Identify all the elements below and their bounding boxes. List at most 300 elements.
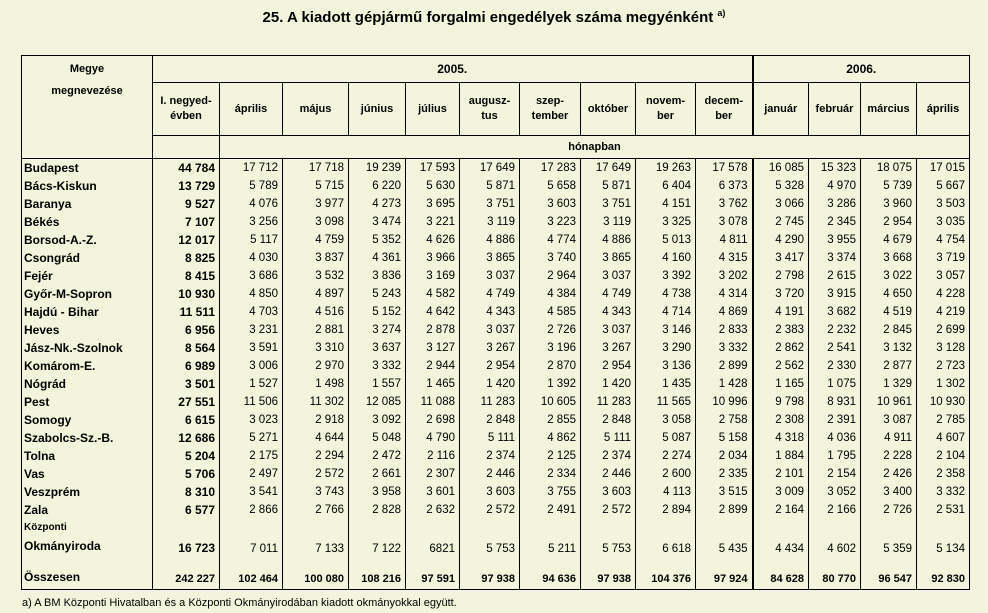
value-cell: 6 373 bbox=[696, 177, 753, 195]
value-cell: 4 607 bbox=[917, 429, 970, 447]
county-name: Győr-M-Sopron bbox=[22, 285, 153, 303]
value-cell: 10 930 bbox=[917, 393, 970, 411]
value-cell: 3 022 bbox=[861, 267, 917, 285]
value-cell: 1 527 bbox=[220, 375, 283, 393]
month-header-line2: ber bbox=[715, 110, 733, 122]
table-row bbox=[22, 267, 970, 285]
value-cell: 3 762 bbox=[696, 195, 753, 213]
county-name: Zala bbox=[22, 501, 153, 519]
value-cell: 2 600 bbox=[636, 465, 696, 483]
value-cell: 3 865 bbox=[581, 249, 636, 267]
value-cell: 3 392 bbox=[636, 267, 696, 285]
value-cell: 5 871 bbox=[460, 177, 520, 195]
value-cell: 1 302 bbox=[917, 375, 970, 393]
table-row bbox=[22, 339, 970, 357]
value-cell: 5 435 bbox=[696, 519, 753, 557]
table-row bbox=[22, 321, 970, 339]
value-cell: 4 434 bbox=[753, 519, 809, 557]
county-name: Borsod-A.-Z. bbox=[22, 231, 153, 249]
county-header-line2: megnevezése bbox=[51, 85, 123, 97]
value-cell: 4 519 bbox=[861, 303, 917, 321]
value-cell: 1 884 bbox=[753, 447, 809, 465]
value-cell: 4 644 bbox=[283, 429, 349, 447]
value-cell: 3 169 bbox=[406, 267, 460, 285]
value-cell: 102 464 bbox=[220, 557, 283, 590]
office-name bbox=[22, 519, 153, 557]
value-cell: 27 551 bbox=[153, 393, 220, 411]
value-cell: 2 562 bbox=[753, 357, 809, 375]
value-cell: 8 825 bbox=[153, 249, 220, 267]
value-cell: 2 294 bbox=[283, 447, 349, 465]
value-cell: 4 036 bbox=[809, 429, 861, 447]
value-cell: 97 591 bbox=[406, 557, 460, 590]
value-cell: 4 679 bbox=[861, 231, 917, 249]
value-cell: 3 515 bbox=[696, 483, 753, 501]
value-cell: 3 087 bbox=[861, 411, 917, 429]
value-cell: 3 274 bbox=[349, 321, 406, 339]
month-header-line1: szep- bbox=[535, 95, 565, 107]
value-cell: 3 136 bbox=[636, 357, 696, 375]
data-table bbox=[21, 55, 970, 590]
value-cell: 4 626 bbox=[406, 231, 460, 249]
value-cell: 4 790 bbox=[406, 429, 460, 447]
value-cell: 3 325 bbox=[636, 213, 696, 231]
value-cell: 1 165 bbox=[753, 375, 809, 393]
value-cell: 3 591 bbox=[220, 339, 283, 357]
month-header-0 bbox=[153, 83, 220, 136]
value-cell: 1 498 bbox=[283, 375, 349, 393]
value-cell: 4 516 bbox=[283, 303, 349, 321]
value-cell: 10 996 bbox=[696, 393, 753, 411]
value-cell: 2 848 bbox=[460, 411, 520, 429]
value-cell: 3 532 bbox=[283, 267, 349, 285]
month-header-8 bbox=[636, 83, 696, 136]
county-name: Komárom-E. bbox=[22, 357, 153, 375]
value-cell: 2 970 bbox=[283, 357, 349, 375]
county-name: Heves bbox=[22, 321, 153, 339]
value-cell: 17 718 bbox=[283, 159, 349, 178]
month-header-12 bbox=[861, 83, 917, 136]
value-cell: 3 310 bbox=[283, 339, 349, 357]
value-cell: 4 811 bbox=[696, 231, 753, 249]
value-cell: 3 128 bbox=[917, 339, 970, 357]
month-header-line2: tember bbox=[531, 110, 569, 122]
value-cell: 4 862 bbox=[520, 429, 581, 447]
value-cell: 3 221 bbox=[406, 213, 460, 231]
table-row bbox=[22, 501, 970, 519]
value-cell: 17 649 bbox=[460, 159, 520, 178]
month-header-line1: október bbox=[587, 102, 629, 115]
value-cell: 6 577 bbox=[153, 501, 220, 519]
month-header-11 bbox=[809, 83, 861, 136]
value-cell: 104 376 bbox=[636, 557, 696, 590]
value-cell: 3 202 bbox=[696, 267, 753, 285]
value-cell: 2 699 bbox=[917, 321, 970, 339]
footnote: a) A BM Központi Hivatalban és a Központi Okmányirodában kiadott okmányokkal együtt. bbox=[22, 597, 457, 609]
value-cell: 4 703 bbox=[220, 303, 283, 321]
county-name: Veszprém bbox=[22, 483, 153, 501]
value-cell: 3 052 bbox=[809, 483, 861, 501]
value-cell: 6 404 bbox=[636, 177, 696, 195]
value-cell: 5 013 bbox=[636, 231, 696, 249]
value-cell: 2 572 bbox=[581, 501, 636, 519]
value-cell: 6 220 bbox=[349, 177, 406, 195]
value-cell: 5 087 bbox=[636, 429, 696, 447]
value-cell: 3 267 bbox=[460, 339, 520, 357]
value-cell: 2 899 bbox=[696, 501, 753, 519]
value-cell: 19 239 bbox=[349, 159, 406, 178]
value-cell: 3 837 bbox=[283, 249, 349, 267]
value-cell: 2 745 bbox=[753, 213, 809, 231]
month-header-line1: március bbox=[867, 102, 910, 115]
value-cell: 4 602 bbox=[809, 519, 861, 557]
value-cell: 4 318 bbox=[753, 429, 809, 447]
value-cell: 3 601 bbox=[406, 483, 460, 501]
value-cell: 2 358 bbox=[917, 465, 970, 483]
value-cell: 3 603 bbox=[581, 483, 636, 501]
value-cell: 97 924 bbox=[696, 557, 753, 590]
value-cell: 4 754 bbox=[917, 231, 970, 249]
value-cell: 94 636 bbox=[520, 557, 581, 590]
value-cell: 3 127 bbox=[406, 339, 460, 357]
value-cell: 4 886 bbox=[581, 231, 636, 249]
value-cell: 5 753 bbox=[581, 519, 636, 557]
value-cell: 4 076 bbox=[220, 195, 283, 213]
table-row bbox=[22, 465, 970, 483]
value-cell: 9 527 bbox=[153, 195, 220, 213]
value-cell: 3 098 bbox=[283, 213, 349, 231]
value-cell: 2 531 bbox=[917, 501, 970, 519]
value-cell: 100 080 bbox=[283, 557, 349, 590]
value-cell: 3 668 bbox=[861, 249, 917, 267]
value-cell: 17 712 bbox=[220, 159, 283, 178]
value-cell: 97 938 bbox=[460, 557, 520, 590]
month-header-line2: tus bbox=[481, 110, 498, 122]
value-cell: 2 116 bbox=[406, 447, 460, 465]
value-cell: 4 113 bbox=[636, 483, 696, 501]
value-cell: 2 175 bbox=[220, 447, 283, 465]
value-cell: 2 964 bbox=[520, 267, 581, 285]
value-cell: 17 578 bbox=[696, 159, 753, 178]
year-2005-header: 2005. bbox=[153, 56, 753, 83]
value-cell: 8 310 bbox=[153, 483, 220, 501]
month-header-line2: évben bbox=[170, 110, 202, 122]
value-cell: 2 472 bbox=[349, 447, 406, 465]
value-cell: 8 415 bbox=[153, 267, 220, 285]
value-cell: 3 603 bbox=[520, 195, 581, 213]
county-name: Csongrád bbox=[22, 249, 153, 267]
value-cell: 5 204 bbox=[153, 447, 220, 465]
value-cell: 4 642 bbox=[406, 303, 460, 321]
value-cell: 3 332 bbox=[696, 339, 753, 357]
value-cell: 3 474 bbox=[349, 213, 406, 231]
value-cell: 3 719 bbox=[917, 249, 970, 267]
value-cell: 2 918 bbox=[283, 411, 349, 429]
value-cell: 2 335 bbox=[696, 465, 753, 483]
table-row bbox=[22, 411, 970, 429]
value-cell: 6 618 bbox=[636, 519, 696, 557]
value-cell: 11 283 bbox=[460, 393, 520, 411]
value-cell: 3 966 bbox=[406, 249, 460, 267]
value-cell: 3 057 bbox=[917, 267, 970, 285]
value-cell: 5 158 bbox=[696, 429, 753, 447]
value-cell: 6 956 bbox=[153, 321, 220, 339]
value-cell: 4 886 bbox=[460, 231, 520, 249]
county-name: Nógrád bbox=[22, 375, 153, 393]
value-cell: 4 219 bbox=[917, 303, 970, 321]
value-cell: 3 501 bbox=[153, 375, 220, 393]
value-cell: 2 862 bbox=[753, 339, 809, 357]
month-header-9 bbox=[696, 83, 753, 136]
value-cell: 2 374 bbox=[460, 447, 520, 465]
value-cell: 2 426 bbox=[861, 465, 917, 483]
value-cell: 2 726 bbox=[861, 501, 917, 519]
value-cell: 3 256 bbox=[220, 213, 283, 231]
value-cell: 13 729 bbox=[153, 177, 220, 195]
value-cell: 2 541 bbox=[809, 339, 861, 357]
value-cell: 17 283 bbox=[520, 159, 581, 178]
value-cell: 3 223 bbox=[520, 213, 581, 231]
value-cell: 7 122 bbox=[349, 519, 406, 557]
value-cell: 3 332 bbox=[349, 357, 406, 375]
value-cell: 5 328 bbox=[753, 177, 809, 195]
value-cell: 2 383 bbox=[753, 321, 809, 339]
value-cell: 3 637 bbox=[349, 339, 406, 357]
value-cell: 2 104 bbox=[917, 447, 970, 465]
value-cell: 96 547 bbox=[861, 557, 917, 590]
value-cell: 2 785 bbox=[917, 411, 970, 429]
value-cell: 2 391 bbox=[809, 411, 861, 429]
value-cell: 3 686 bbox=[220, 267, 283, 285]
county-name: Pest bbox=[22, 393, 153, 411]
month-header-3 bbox=[349, 83, 406, 136]
value-cell: 2 881 bbox=[283, 321, 349, 339]
month-header-line1: február bbox=[815, 102, 854, 115]
value-cell: 3 037 bbox=[581, 321, 636, 339]
value-cell: 8 931 bbox=[809, 393, 861, 411]
value-cell: 1 075 bbox=[809, 375, 861, 393]
month-header-line1: április bbox=[926, 102, 960, 115]
value-cell: 12 085 bbox=[349, 393, 406, 411]
value-cell: 3 332 bbox=[917, 483, 970, 501]
value-cell: 19 263 bbox=[636, 159, 696, 178]
county-name: Vas bbox=[22, 465, 153, 483]
value-cell: 4 343 bbox=[460, 303, 520, 321]
value-cell: 1 435 bbox=[636, 375, 696, 393]
total-label: Összesen bbox=[22, 557, 153, 590]
value-cell: 3 006 bbox=[220, 357, 283, 375]
table-row bbox=[22, 177, 970, 195]
value-cell: 2 855 bbox=[520, 411, 581, 429]
value-cell: 3 037 bbox=[460, 321, 520, 339]
value-cell: 2 758 bbox=[696, 411, 753, 429]
value-cell: 3 958 bbox=[349, 483, 406, 501]
value-cell: 17 593 bbox=[406, 159, 460, 178]
value-cell: 3 743 bbox=[283, 483, 349, 501]
value-cell: 1 465 bbox=[406, 375, 460, 393]
county-name: Somogy bbox=[22, 411, 153, 429]
value-cell: 4 160 bbox=[636, 249, 696, 267]
value-cell: 16 723 bbox=[153, 519, 220, 557]
value-cell: 1 428 bbox=[696, 375, 753, 393]
value-cell: 2 497 bbox=[220, 465, 283, 483]
value-cell: 6 615 bbox=[153, 411, 220, 429]
value-cell: 2 828 bbox=[349, 501, 406, 519]
value-cell: 3 977 bbox=[283, 195, 349, 213]
value-cell: 4 897 bbox=[283, 285, 349, 303]
value-cell: 4 315 bbox=[696, 249, 753, 267]
value-cell: 4 273 bbox=[349, 195, 406, 213]
value-cell: 4 738 bbox=[636, 285, 696, 303]
value-cell: 15 323 bbox=[809, 159, 861, 178]
month-header-2 bbox=[283, 83, 349, 136]
county-name: Fejér bbox=[22, 267, 153, 285]
value-cell: 4 585 bbox=[520, 303, 581, 321]
value-cell: 17 015 bbox=[917, 159, 970, 178]
value-cell: 4 911 bbox=[861, 429, 917, 447]
value-cell: 5 352 bbox=[349, 231, 406, 249]
value-cell: 5 134 bbox=[917, 519, 970, 557]
value-cell: 4 290 bbox=[753, 231, 809, 249]
value-cell: 2 334 bbox=[520, 465, 581, 483]
value-cell: 3 915 bbox=[809, 285, 861, 303]
value-cell: 11 088 bbox=[406, 393, 460, 411]
value-cell: 4 970 bbox=[809, 177, 861, 195]
value-cell: 4 384 bbox=[520, 285, 581, 303]
value-cell: 6821 bbox=[406, 519, 460, 557]
month-header-line1: április bbox=[234, 102, 268, 115]
value-cell: 9 798 bbox=[753, 393, 809, 411]
value-cell: 2 228 bbox=[861, 447, 917, 465]
value-cell: 1 557 bbox=[349, 375, 406, 393]
table-row bbox=[22, 159, 970, 178]
value-cell: 7 107 bbox=[153, 213, 220, 231]
value-cell: 11 283 bbox=[581, 393, 636, 411]
value-cell: 4 151 bbox=[636, 195, 696, 213]
month-header-13 bbox=[917, 83, 970, 136]
value-cell: 2 899 bbox=[696, 357, 753, 375]
value-cell: 2 866 bbox=[220, 501, 283, 519]
value-cell: 4 314 bbox=[696, 285, 753, 303]
unit-header: hónapban bbox=[220, 136, 970, 159]
county-name: Bács-Kiskun bbox=[22, 177, 153, 195]
value-cell: 2 446 bbox=[460, 465, 520, 483]
value-cell: 5 111 bbox=[581, 429, 636, 447]
value-cell: 2 572 bbox=[283, 465, 349, 483]
table-row bbox=[22, 285, 970, 303]
value-cell: 3 037 bbox=[581, 267, 636, 285]
value-cell: 1 795 bbox=[809, 447, 861, 465]
value-cell: 2 345 bbox=[809, 213, 861, 231]
value-cell: 2 954 bbox=[460, 357, 520, 375]
table-row bbox=[22, 447, 970, 465]
value-cell: 10 961 bbox=[861, 393, 917, 411]
value-cell: 2 125 bbox=[520, 447, 581, 465]
value-cell: 1 392 bbox=[520, 375, 581, 393]
value-cell: 3 374 bbox=[809, 249, 861, 267]
county-name: Szabolcs-Sz.-B. bbox=[22, 429, 153, 447]
value-cell: 2 726 bbox=[520, 321, 581, 339]
value-cell: 11 565 bbox=[636, 393, 696, 411]
county-name: Tolna bbox=[22, 447, 153, 465]
month-header-5 bbox=[460, 83, 520, 136]
value-cell: 2 232 bbox=[809, 321, 861, 339]
value-cell: 5 706 bbox=[153, 465, 220, 483]
value-cell: 17 649 bbox=[581, 159, 636, 178]
value-cell: 1 329 bbox=[861, 375, 917, 393]
value-cell: 3 146 bbox=[636, 321, 696, 339]
table-row bbox=[22, 303, 970, 321]
unit-blank-cell bbox=[153, 136, 220, 159]
month-header-line1: I. negyed- bbox=[160, 95, 212, 107]
table-row bbox=[22, 429, 970, 447]
value-cell: 80 770 bbox=[809, 557, 861, 590]
value-cell: 2 034 bbox=[696, 447, 753, 465]
value-cell: 2 894 bbox=[636, 501, 696, 519]
value-cell: 2 698 bbox=[406, 411, 460, 429]
value-cell: 4 361 bbox=[349, 249, 406, 267]
value-cell: 2 164 bbox=[753, 501, 809, 519]
value-cell: 3 035 bbox=[917, 213, 970, 231]
month-header-10 bbox=[753, 83, 809, 136]
value-cell: 4 030 bbox=[220, 249, 283, 267]
value-cell: 3 541 bbox=[220, 483, 283, 501]
value-cell: 12 017 bbox=[153, 231, 220, 249]
value-cell: 5 871 bbox=[581, 177, 636, 195]
value-cell: 2 845 bbox=[861, 321, 917, 339]
value-cell: 3 023 bbox=[220, 411, 283, 429]
value-cell: 3 740 bbox=[520, 249, 581, 267]
value-cell: 3 196 bbox=[520, 339, 581, 357]
value-cell: 5 630 bbox=[406, 177, 460, 195]
value-cell: 4 228 bbox=[917, 285, 970, 303]
value-cell: 2 766 bbox=[283, 501, 349, 519]
value-cell: 5 739 bbox=[861, 177, 917, 195]
county-name: Jász-Nk.-Szolnok bbox=[22, 339, 153, 357]
value-cell: 3 092 bbox=[349, 411, 406, 429]
value-cell: 3 267 bbox=[581, 339, 636, 357]
value-cell: 5 667 bbox=[917, 177, 970, 195]
county-name: Budapest bbox=[22, 159, 153, 178]
value-cell: 3 037 bbox=[460, 267, 520, 285]
value-cell: 3 682 bbox=[809, 303, 861, 321]
month-header-line1: május bbox=[299, 102, 332, 115]
value-cell: 3 695 bbox=[406, 195, 460, 213]
value-cell: 3 836 bbox=[349, 267, 406, 285]
table-row bbox=[22, 249, 970, 267]
table-row bbox=[22, 195, 970, 213]
value-cell: 3 009 bbox=[753, 483, 809, 501]
value-cell: 3 290 bbox=[636, 339, 696, 357]
value-cell: 97 938 bbox=[581, 557, 636, 590]
value-cell: 3 231 bbox=[220, 321, 283, 339]
value-cell: 2 615 bbox=[809, 267, 861, 285]
value-cell: 2 166 bbox=[809, 501, 861, 519]
title-footnote-mark: a) bbox=[717, 8, 726, 18]
value-cell: 2 274 bbox=[636, 447, 696, 465]
value-cell: 4 343 bbox=[581, 303, 636, 321]
table-row bbox=[22, 375, 970, 393]
value-cell: 3 132 bbox=[861, 339, 917, 357]
month-header-4 bbox=[406, 83, 460, 136]
value-cell: 2 101 bbox=[753, 465, 809, 483]
value-cell: 8 564 bbox=[153, 339, 220, 357]
month-header-line1: augusz- bbox=[468, 95, 511, 107]
year-2006-header: 2006. bbox=[753, 56, 970, 83]
month-header-line2: ber bbox=[656, 110, 675, 122]
value-cell: 5 111 bbox=[460, 429, 520, 447]
total-row bbox=[22, 557, 970, 590]
